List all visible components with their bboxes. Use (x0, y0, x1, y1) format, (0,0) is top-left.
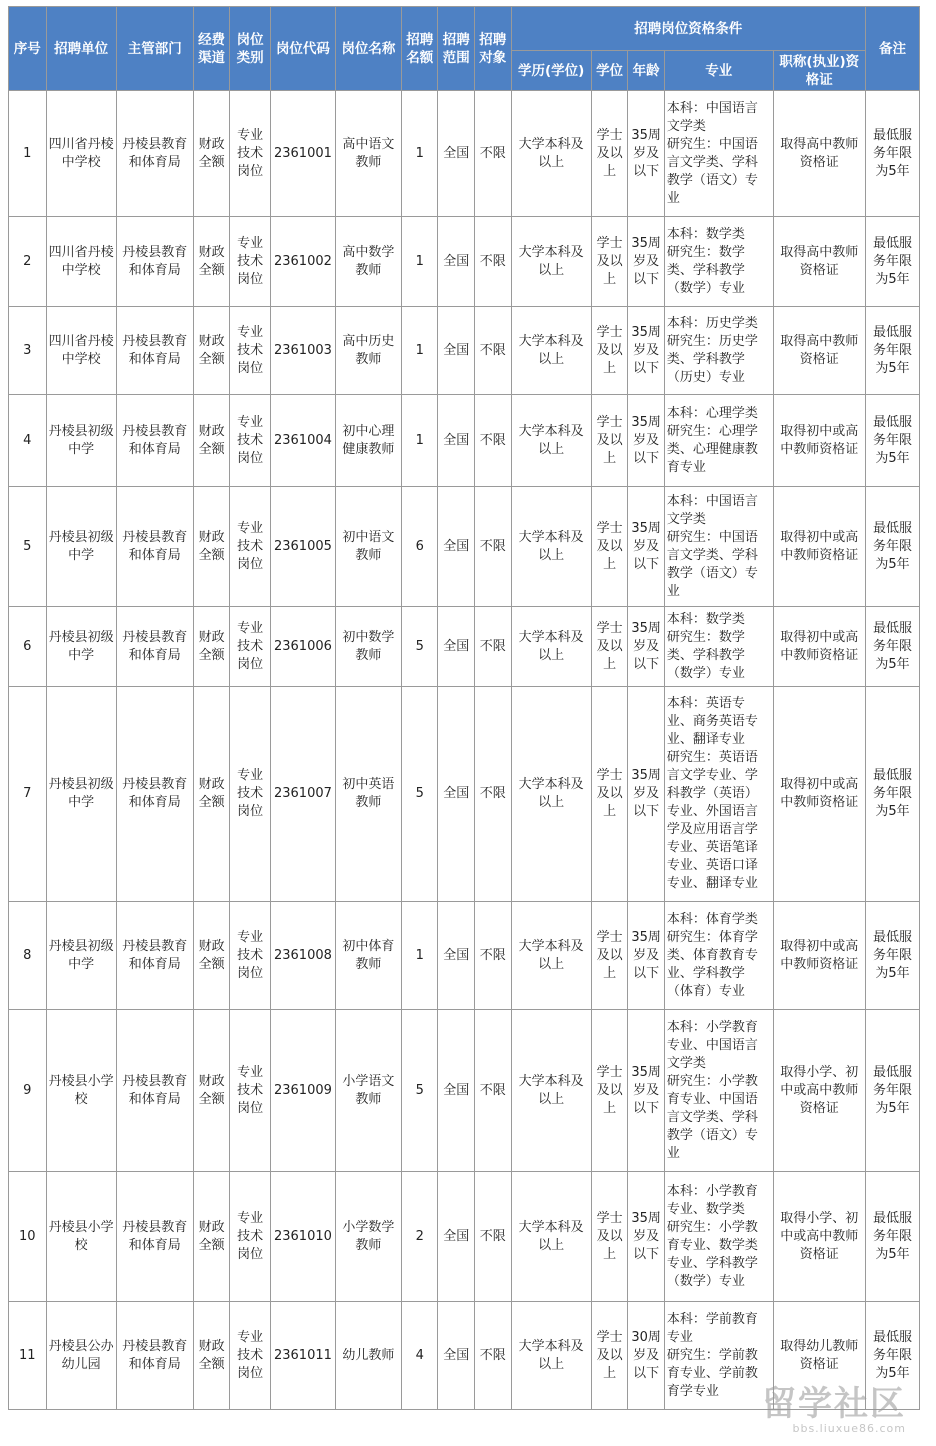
cell-remark: 最低服务年限为5年 (865, 1172, 919, 1302)
cell-quota: 1 (401, 307, 438, 395)
cell-cert: 取得初中或高中教师资格证 (773, 902, 865, 1010)
cell-no: 9 (9, 1010, 47, 1172)
cell-no: 4 (9, 395, 47, 487)
cell-age: 35周岁及以下 (628, 395, 665, 487)
cell-major: 本科：数学类 研究生：数学类、学科教学（数学）专业 (664, 217, 773, 307)
cell-cert: 取得幼儿教师资格证 (773, 1302, 865, 1410)
cell-funding: 财政全额 (193, 1172, 230, 1302)
table-row (9, 307, 920, 395)
table-row (9, 902, 920, 1010)
cell-category: 专业技术岗位 (230, 687, 271, 902)
cell-dept: 丹棱县教育和体育局 (116, 217, 193, 307)
header-major: 专业 (664, 51, 773, 91)
cell-name: 高中历史教师 (335, 307, 401, 395)
watermark-logo: 留学社区 (762, 1384, 906, 1424)
cell-education: 大学本科及以上 (511, 217, 591, 307)
cell-category: 专业技术岗位 (230, 307, 271, 395)
cell-category: 专业技术岗位 (230, 1172, 271, 1302)
cell-no: 5 (9, 487, 47, 607)
cell-scope: 全国 (438, 307, 475, 395)
cell-unit: 丹棱县初级中学 (46, 687, 116, 902)
table-body (9, 91, 920, 1410)
cell-education: 大学本科及以上 (511, 91, 591, 217)
cell-unit: 丹棱县初级中学 (46, 902, 116, 1010)
watermark-url: bbs.liuxue86.com (792, 1422, 906, 1435)
cell-unit: 四川省丹棱中学校 (46, 91, 116, 217)
cell-dept: 丹棱县教育和体育局 (116, 607, 193, 687)
cell-degree: 学士及以上 (591, 902, 628, 1010)
cell-major: 本科：小学教育专业、数学类 研究生：小学教育专业、数学类专业、学科教学（数学）专业 (664, 1172, 773, 1302)
cell-name: 初中体育教师 (335, 902, 401, 1010)
cell-degree: 学士及以上 (591, 395, 628, 487)
cell-cert: 取得小学、初中或高中教师资格证 (773, 1172, 865, 1302)
cell-scope: 全国 (438, 1302, 475, 1410)
cell-remark: 最低服务年限为5年 (865, 1010, 919, 1172)
cell-education: 大学本科及以上 (511, 902, 591, 1010)
cell-remark: 最低服务年限为5年 (865, 687, 919, 902)
cell-major: 本科：学前教育专业 研究生：学前教育专业、学前教育学专业 (664, 1302, 773, 1410)
cell-name: 高中语文教师 (335, 91, 401, 217)
cell-age: 35周岁及以下 (628, 487, 665, 607)
cell-degree: 学士及以上 (591, 1302, 628, 1410)
cell-code: 2361006 (270, 607, 335, 687)
cell-no: 2 (9, 217, 47, 307)
cell-age: 35周岁及以下 (628, 1172, 665, 1302)
cell-category: 专业技术岗位 (230, 487, 271, 607)
cell-name: 初中心理健康教师 (335, 395, 401, 487)
cell-quota: 6 (401, 487, 438, 607)
cell-quota: 1 (401, 217, 438, 307)
cell-major: 本科：体育学类 研究生：体育学类、体育教育专业、学科教学（体育）专业 (664, 902, 773, 1010)
cell-name: 初中语文教师 (335, 487, 401, 607)
cell-quota: 4 (401, 1302, 438, 1410)
header-age: 年龄 (628, 51, 665, 91)
cell-code: 2361004 (270, 395, 335, 487)
cell-scope: 全国 (438, 902, 475, 1010)
cell-major: 本科：小学教育专业、中国语言文学类 研究生：小学教育专业、中国语言文学类、学科教学（语文）专业 (664, 1010, 773, 1172)
cell-category: 专业技术岗位 (230, 1010, 271, 1172)
cell-major: 本科：英语专业、商务英语专业、翻译专业 研究生：英语语言文学专业、学科教学（英语）专业、外国语言学及应用语言学专业、英语笔译专业、英语口译专业、翻译专业 (664, 687, 773, 902)
cell-no: 1 (9, 91, 47, 217)
cell-quota: 5 (401, 1010, 438, 1172)
header-no: 序号 (9, 7, 47, 91)
cell-no: 7 (9, 687, 47, 902)
cell-funding: 财政全额 (193, 1302, 230, 1410)
header-degree: 学位 (591, 51, 628, 91)
recruitment-table (8, 6, 920, 1410)
cell-code: 2361002 (270, 217, 335, 307)
cell-age: 35周岁及以下 (628, 1010, 665, 1172)
cell-cert: 取得初中或高中教师资格证 (773, 607, 865, 687)
cell-unit: 丹棱县初级中学 (46, 395, 116, 487)
cell-age: 35周岁及以下 (628, 607, 665, 687)
cell-degree: 学士及以上 (591, 1172, 628, 1302)
cell-name: 小学数学教师 (335, 1172, 401, 1302)
cell-funding: 财政全额 (193, 307, 230, 395)
table-row (9, 607, 920, 687)
cell-degree: 学士及以上 (591, 91, 628, 217)
cell-no: 10 (9, 1172, 47, 1302)
table-row (9, 91, 920, 217)
cell-education: 大学本科及以上 (511, 1172, 591, 1302)
cell-cert: 取得小学、初中或高中教师资格证 (773, 1010, 865, 1172)
cell-code: 2361007 (270, 687, 335, 902)
cell-funding: 财政全额 (193, 1010, 230, 1172)
cell-scope: 全国 (438, 1172, 475, 1302)
cell-scope: 全国 (438, 687, 475, 902)
cell-education: 大学本科及以上 (511, 395, 591, 487)
cell-target: 不限 (475, 1010, 512, 1172)
cell-target: 不限 (475, 607, 512, 687)
cell-education: 大学本科及以上 (511, 607, 591, 687)
header-funding: 经费渠道 (193, 7, 230, 91)
cell-scope: 全国 (438, 395, 475, 487)
cell-funding: 财政全额 (193, 607, 230, 687)
cell-major: 本科：中国语言文学类 研究生：中国语言文学类、学科教学（语文）专业 (664, 91, 773, 217)
cell-category: 专业技术岗位 (230, 217, 271, 307)
cell-target: 不限 (475, 487, 512, 607)
cell-education: 大学本科及以上 (511, 687, 591, 902)
cell-scope: 全国 (438, 217, 475, 307)
cell-scope: 全国 (438, 91, 475, 217)
cell-quota: 1 (401, 902, 438, 1010)
cell-scope: 全国 (438, 607, 475, 687)
cell-target: 不限 (475, 1302, 512, 1410)
cell-category: 专业技术岗位 (230, 395, 271, 487)
table-row (9, 395, 920, 487)
cell-degree: 学士及以上 (591, 487, 628, 607)
cell-remark: 最低服务年限为5年 (865, 607, 919, 687)
cell-dept: 丹棱县教育和体育局 (116, 307, 193, 395)
cell-cert: 取得初中或高中教师资格证 (773, 487, 865, 607)
cell-major: 本科：心理学类 研究生：心理学类、心理健康教育专业 (664, 395, 773, 487)
cell-cert: 取得初中或高中教师资格证 (773, 687, 865, 902)
cell-quota: 1 (401, 395, 438, 487)
cell-dept: 丹棱县教育和体育局 (116, 395, 193, 487)
cell-degree: 学士及以上 (591, 307, 628, 395)
cell-category: 专业技术岗位 (230, 1302, 271, 1410)
cell-unit: 丹棱县初级中学 (46, 607, 116, 687)
header-category: 岗位类别 (230, 7, 271, 91)
cell-unit: 四川省丹棱中学校 (46, 307, 116, 395)
cell-funding: 财政全额 (193, 91, 230, 217)
cell-unit: 丹棱县初级中学 (46, 487, 116, 607)
cell-quota: 1 (401, 91, 438, 217)
header-quota: 招聘名额 (401, 7, 438, 91)
table-row (9, 1172, 920, 1302)
cell-funding: 财政全额 (193, 687, 230, 902)
cell-remark: 最低服务年限为5年 (865, 91, 919, 217)
cell-target: 不限 (475, 687, 512, 902)
header-scope: 招聘范围 (438, 7, 475, 91)
cell-dept: 丹棱县教育和体育局 (116, 1302, 193, 1410)
cell-dept: 丹棱县教育和体育局 (116, 487, 193, 607)
cell-name: 初中数学教师 (335, 607, 401, 687)
header-title-cert: 职称(执业)资格证 (773, 51, 865, 91)
header-target: 招聘对象 (475, 7, 512, 91)
cell-cert: 取得高中教师资格证 (773, 91, 865, 217)
cell-category: 专业技术岗位 (230, 902, 271, 1010)
cell-target: 不限 (475, 307, 512, 395)
cell-education: 大学本科及以上 (511, 1010, 591, 1172)
cell-code: 2361011 (270, 1302, 335, 1410)
cell-name: 幼儿教师 (335, 1302, 401, 1410)
cell-scope: 全国 (438, 487, 475, 607)
cell-target: 不限 (475, 217, 512, 307)
header-education: 学历(学位) (511, 51, 591, 91)
cell-quota: 2 (401, 1172, 438, 1302)
cell-cert: 取得高中教师资格证 (773, 307, 865, 395)
cell-target: 不限 (475, 91, 512, 217)
cell-age: 35周岁及以下 (628, 687, 665, 902)
cell-unit: 丹棱县小学校 (46, 1172, 116, 1302)
cell-degree: 学士及以上 (591, 1010, 628, 1172)
cell-major: 本科：历史学类 研究生：历史学类、学科教学（历史）专业 (664, 307, 773, 395)
header-name: 岗位名称 (335, 7, 401, 91)
cell-age: 35周岁及以下 (628, 902, 665, 1010)
cell-target: 不限 (475, 395, 512, 487)
cell-remark: 最低服务年限为5年 (865, 217, 919, 307)
cell-funding: 财政全额 (193, 395, 230, 487)
cell-no: 8 (9, 902, 47, 1010)
cell-remark: 最低服务年限为5年 (865, 395, 919, 487)
cell-funding: 财政全额 (193, 487, 230, 607)
cell-dept: 丹棱县教育和体育局 (116, 1010, 193, 1172)
cell-no: 3 (9, 307, 47, 395)
cell-target: 不限 (475, 902, 512, 1010)
cell-quota: 5 (401, 687, 438, 902)
cell-age: 35周岁及以下 (628, 91, 665, 217)
cell-code: 2361001 (270, 91, 335, 217)
header-remark: 备注 (865, 7, 919, 91)
cell-quota: 5 (401, 607, 438, 687)
cell-education: 大学本科及以上 (511, 487, 591, 607)
cell-name: 初中英语教师 (335, 687, 401, 902)
cell-unit: 丹棱县小学校 (46, 1010, 116, 1172)
cell-scope: 全国 (438, 1010, 475, 1172)
cell-unit: 丹棱县公办幼儿园 (46, 1302, 116, 1410)
cell-code: 2361009 (270, 1010, 335, 1172)
table-row (9, 1010, 920, 1172)
cell-major: 本科：数学类 研究生：数学类、学科教学（数学）专业 (664, 607, 773, 687)
cell-dept: 丹棱县教育和体育局 (116, 1172, 193, 1302)
cell-code: 2361003 (270, 307, 335, 395)
cell-major: 本科：中国语言文学类 研究生：中国语言文学类、学科教学（语文）专业 (664, 487, 773, 607)
cell-degree: 学士及以上 (591, 607, 628, 687)
cell-funding: 财政全额 (193, 217, 230, 307)
cell-unit: 四川省丹棱中学校 (46, 217, 116, 307)
cell-degree: 学士及以上 (591, 217, 628, 307)
table-row (9, 217, 920, 307)
table-row (9, 487, 920, 607)
cell-code: 2361010 (270, 1172, 335, 1302)
cell-category: 专业技术岗位 (230, 91, 271, 217)
cell-age: 30周岁及以下 (628, 1302, 665, 1410)
cell-degree: 学士及以上 (591, 687, 628, 902)
cell-target: 不限 (475, 1172, 512, 1302)
cell-remark: 最低服务年限为5年 (865, 307, 919, 395)
cell-education: 大学本科及以上 (511, 1302, 591, 1410)
cell-code: 2361008 (270, 902, 335, 1010)
table-row (9, 1302, 920, 1410)
cell-remark: 最低服务年限为5年 (865, 1302, 919, 1410)
cell-no: 11 (9, 1302, 47, 1410)
cell-remark: 最低服务年限为5年 (865, 902, 919, 1010)
cell-dept: 丹棱县教育和体育局 (116, 687, 193, 902)
header-unit: 招聘单位 (46, 7, 116, 91)
cell-no: 6 (9, 607, 47, 687)
cell-age: 35周岁及以下 (628, 307, 665, 395)
table-row (9, 687, 920, 902)
cell-dept: 丹棱县教育和体育局 (116, 902, 193, 1010)
cell-age: 35周岁及以下 (628, 217, 665, 307)
cell-cert: 取得高中教师资格证 (773, 217, 865, 307)
cell-funding: 财政全额 (193, 902, 230, 1010)
cell-category: 专业技术岗位 (230, 607, 271, 687)
cell-name: 小学语文教师 (335, 1010, 401, 1172)
cell-remark: 最低服务年限为5年 (865, 487, 919, 607)
header-code: 岗位代码 (270, 7, 335, 91)
cell-cert: 取得初中或高中教师资格证 (773, 395, 865, 487)
cell-education: 大学本科及以上 (511, 307, 591, 395)
cell-dept: 丹棱县教育和体育局 (116, 91, 193, 217)
header-qualification-group: 招聘岗位资格条件 (511, 7, 865, 51)
cell-code: 2361005 (270, 487, 335, 607)
header-dept: 主管部门 (116, 7, 193, 91)
cell-name: 高中数学教师 (335, 217, 401, 307)
